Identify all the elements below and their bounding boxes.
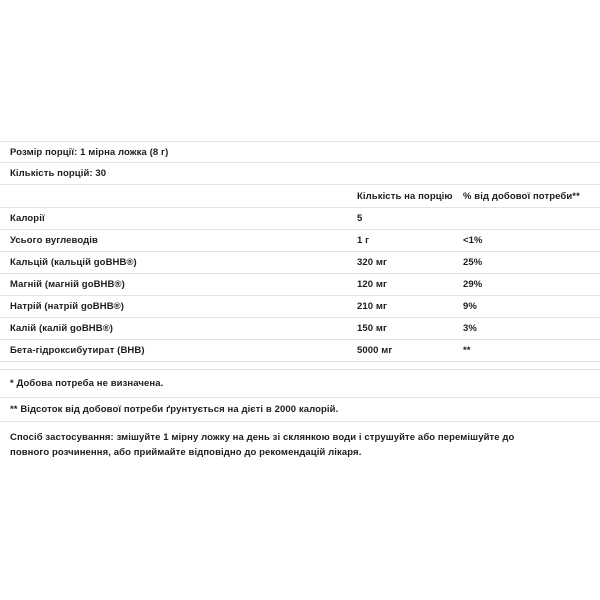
nutrient-dv: 9% bbox=[463, 301, 477, 312]
nutrient-amount: 5 bbox=[357, 213, 363, 224]
nutrient-amount: 320 мг bbox=[357, 257, 388, 268]
table-row bbox=[0, 230, 600, 252]
table-header-row bbox=[0, 185, 600, 208]
nutrient-dv: 3% bbox=[463, 323, 477, 334]
nutrient-name: Магній (магній goBHB®) bbox=[10, 279, 125, 290]
nutrient-dv: 29% bbox=[463, 279, 483, 290]
daily-value-column-header: % від добової потреби** bbox=[463, 190, 580, 202]
footnote-daily-value-undetermined: * Добова потреба не визначена. bbox=[10, 378, 164, 389]
nutrient-amount: 1 г bbox=[357, 235, 370, 246]
servings-per-container-row bbox=[0, 163, 600, 185]
footnote-percent-daily-value: ** Відсоток від добової потреби ґрунтується на дієті в 2000 калорій. bbox=[10, 404, 339, 415]
nutrient-name: Кальцій (кальцій goBHB®) bbox=[10, 257, 137, 268]
table-row bbox=[0, 252, 600, 274]
table-row bbox=[0, 340, 600, 362]
nutrient-name: Калорії bbox=[10, 213, 45, 224]
nutrient-name: Бета-гідроксибутират (BHB) bbox=[10, 345, 145, 356]
serving-size-label: Розмір порції: 1 мірна ложка (8 г) bbox=[10, 146, 169, 158]
nutrient-dv: <1% bbox=[463, 235, 483, 246]
nutrient-name: Усього вуглеводів bbox=[10, 235, 98, 246]
nutrient-name: Натрій (натрій goBHB®) bbox=[10, 301, 125, 312]
table-footnote-divider bbox=[0, 362, 600, 370]
footnote-row bbox=[0, 370, 600, 398]
nutrient-name: Калій (калій goBHB®) bbox=[10, 323, 114, 334]
nutrient-amount: 150 мг bbox=[357, 323, 388, 334]
table-row bbox=[0, 318, 600, 340]
footnote-row bbox=[0, 398, 600, 422]
nutrient-amount: 210 мг bbox=[357, 301, 388, 312]
table-row bbox=[0, 296, 600, 318]
nutrient-dv: ** bbox=[463, 345, 471, 356]
nutrient-amount: 5000 мг bbox=[357, 345, 393, 356]
table-row bbox=[0, 274, 600, 296]
nutrient-amount: 120 мг bbox=[357, 279, 388, 290]
amount-column-header: Кількість на порцію bbox=[357, 190, 453, 202]
directions-paragraph: Спосіб застосування: змішуйте 1 мірну ложку на день зі склянкою води і струшуйте або перемішуйте до повного розчинення, або приймайте відповідно до рекомендацій лікаря. bbox=[10, 432, 515, 458]
nutrient-dv: 25% bbox=[463, 257, 483, 268]
servings-per-container-label: Кількість порцій: 30 bbox=[10, 168, 107, 179]
table-row bbox=[0, 208, 600, 230]
serving-size-row bbox=[0, 141, 600, 163]
supplement-facts-panel bbox=[0, 141, 600, 460]
